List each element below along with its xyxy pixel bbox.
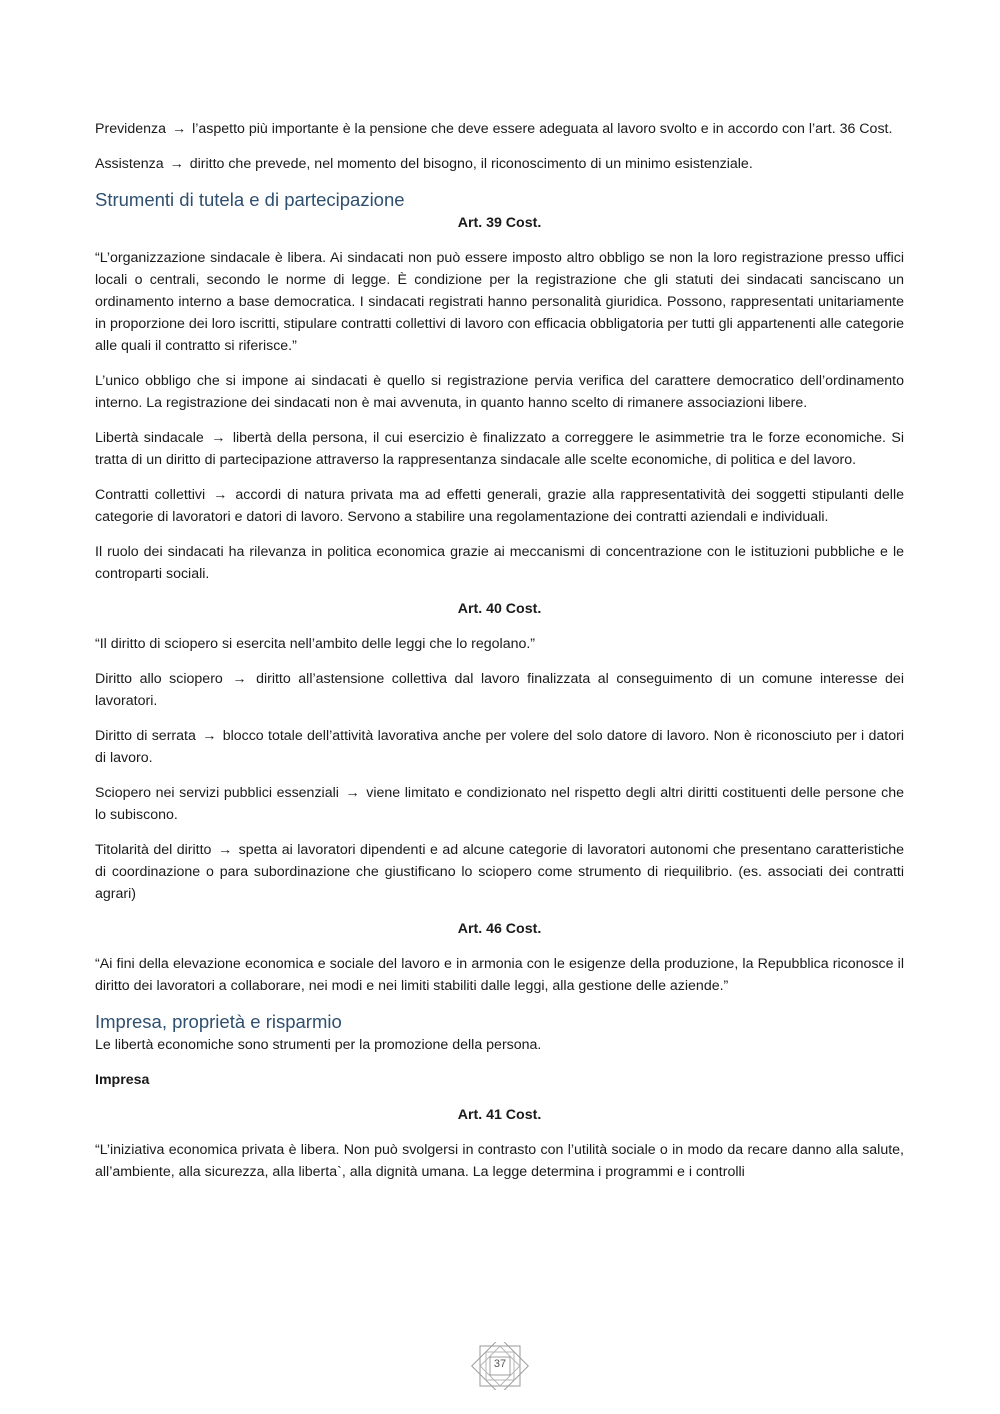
section-heading: Strumenti di tutela e di partecipazione — [95, 189, 405, 210]
paragraph-text: accordi di natura privata ma ad effetti generali, grazie alla rappresentatività dei soggetti stipulanti delle categorie di lavoratori e datori di lavoro. Servono a stabilire una regolamentazione dei contratti aziendali e individuali. — [95, 487, 905, 525]
paragraph — [95, 725, 904, 769]
arrow-right-icon: → — [169, 156, 184, 172]
paragraph: “L’organizzazione sindacale è libera. Ai sindacati non può essere imposto altro obbligo se non la loro registrazione presso uffici locali o centrali, secondo le norme di legge. È condizione per la registrazione che gli statuti dei sindacati sanciscano un ordinamento interno a base democratica. I sindacati registrati hanno personalità giuridica. Possono, rappresentati unitariamente in proporzione dei loro iscritti, stipulare contratti collettivi di lavoro con efficacia obbligatoria per tutti gli appartenenti alle categorie alle quali il contratto si riferisce.” — [95, 250, 904, 354]
page-content — [95, 118, 904, 1196]
paragraph-text: diritto all’astensione collettiva dal lavoro finalizzata al conseguimento di un comune interesse dei lavoratori. — [95, 671, 904, 709]
paragraph — [95, 153, 904, 175]
term-label: Libertà sindacale — [95, 430, 204, 446]
arrow-right-icon: → — [171, 121, 187, 137]
term-label: Sciopero nei servizi pubblici essenziali — [95, 785, 339, 801]
paragraph — [95, 118, 904, 140]
paragraph: Il ruolo dei sindacati ha rilevanza in politica economica grazie ai meccanismi di concentrazione con le istituzioni pubbliche e le controparti sociali. — [95, 544, 904, 582]
paragraph-text: spetta ai lavoratori dipendenti e ad alcune categorie di lavoratori autonomi che presentano caratteristiche di coordinazione o para subordinazione che giustificano lo sciopero come strumento di riequilibrio. (es. associati dei contratti agrari) — [95, 842, 905, 902]
subsection-label: Impresa — [95, 1072, 150, 1088]
paragraph — [95, 484, 904, 528]
paragraph-text: libertà della persona, il cui esercizio è finalizzato a correggere le asimmetrie tra le forze economiche. Si tratta di un diritto di partecipazione attraverso la rappresentanza sindacale alle scelte economiche, di politica e del lavoro. — [95, 430, 904, 468]
article-heading: Art. 40 Cost. — [457, 601, 542, 617]
paragraph-text: diritto che prevede, nel momento del bisogno, il riconoscimento di un minimo esistenziale. — [189, 156, 753, 172]
paragraph: L’unico obbligo che si impone ai sindacati è quello si registrazione pervia verifica del carattere democratico dell’ordinamento interno. La registrazione dei sindacati non è mai avvenuta, in quanto hanno scelto di rimanere associazioni libere. — [95, 373, 904, 411]
term-label: Previdenza — [95, 121, 166, 137]
arrow-right-icon: → — [217, 842, 233, 858]
article-heading: Art. 46 Cost. — [457, 921, 542, 937]
article-heading: Art. 39 Cost. — [457, 215, 542, 231]
paragraph — [95, 668, 904, 712]
term-label: Assistenza — [95, 156, 164, 172]
arrow-right-icon: → — [213, 487, 228, 503]
term-label: Titolarità del diritto — [95, 842, 212, 858]
term-label: Diritto di serrata — [95, 728, 196, 744]
article-heading: Art. 41 Cost. — [457, 1107, 542, 1123]
arrow-right-icon: → — [202, 728, 217, 744]
paragraph-text: blocco totale dell’attività lavorativa anche per volere del solo datore di lavoro. Non è riconosciuto per i datori di lavoro. — [95, 728, 904, 766]
paragraph: “Ai fini della elevazione economica e sociale del lavoro e in armonia con le esigenze della produzione, la Repubblica riconosce il diritto dei lavoratori a collaborare, nei modi e nei limiti stabiliti dalle leggi, alla gestione delle aziende.” — [95, 956, 904, 994]
page-number: 37 — [493, 1358, 507, 1370]
paragraph — [95, 427, 904, 471]
paragraph-text: viene limitato e condizionato nel rispetto degli altri diritti costituenti delle persone che lo subiscono. — [95, 785, 904, 823]
paragraph — [95, 839, 904, 905]
page-number-ornament — [470, 1342, 530, 1390]
term-label: Diritto allo sciopero — [95, 671, 223, 687]
paragraph — [95, 782, 904, 826]
arrow-right-icon: → — [232, 671, 247, 687]
arrow-right-icon: → — [345, 785, 360, 801]
paragraph: “L’iniziativa economica privata è libera. Non può svolgersi in contrasto con l’utilità sociale o in modo da recare danno alla salute, all’ambiente, alla sicurezza, alla liberta`, alla dignità umana. La legge determina i programmi e i controlli — [95, 1142, 904, 1180]
paragraph: “Il diritto di sciopero si esercita nell’ambito delle leggi che lo regolano.” — [95, 636, 536, 652]
term-label: Contratti collettivi — [95, 487, 206, 503]
section-heading: Impresa, proprietà e risparmio — [95, 1011, 342, 1032]
paragraph-text: l’aspetto più importante è la pensione che deve essere adeguata al lavoro svolto e in accordo con l’art. 36 Cost. — [192, 121, 893, 137]
paragraph: Le libertà economiche sono strumenti per la promozione della persona. — [95, 1037, 542, 1053]
arrow-right-icon: → — [211, 430, 226, 446]
